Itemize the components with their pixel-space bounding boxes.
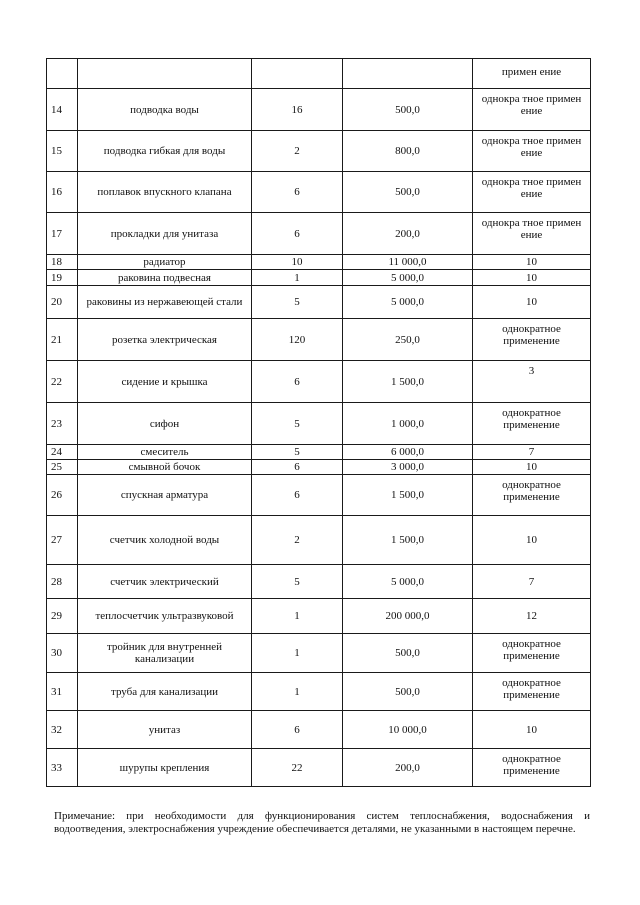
item-price: 1 500,0 [343, 475, 473, 516]
table-row [47, 565, 591, 599]
item-name: раковины из нержавеющей стали [78, 286, 252, 319]
item-usage-term: однокра тное примен ение [473, 172, 591, 213]
row-number: 21 [47, 319, 78, 361]
item-name: подводка воды [78, 89, 252, 131]
table-row [47, 286, 591, 319]
item-usage-term: 10 [473, 286, 591, 319]
item-quantity: 1 [252, 599, 343, 634]
item-quantity: 16 [252, 89, 343, 131]
item-usage-term: примен ение [473, 59, 591, 89]
items-table-body [47, 59, 591, 787]
item-name: шурупы крепления [78, 749, 252, 787]
item-quantity: 10 [252, 255, 343, 270]
row-number: 24 [47, 445, 78, 460]
row-number: 16 [47, 172, 78, 213]
item-usage-term: однокра тное примен ение [473, 131, 591, 172]
row-number: 19 [47, 270, 78, 286]
items-table [46, 58, 591, 787]
item-name: теплосчетчик ультразвуковой [78, 599, 252, 634]
row-number: 33 [47, 749, 78, 787]
item-usage-term: 10 [473, 516, 591, 565]
table-row [47, 270, 591, 286]
item-quantity: 6 [252, 711, 343, 749]
item-price: 200,0 [343, 213, 473, 255]
table-row [47, 475, 591, 516]
table-row [47, 319, 591, 361]
item-name: спускная арматура [78, 475, 252, 516]
table-row [47, 131, 591, 172]
table-row [47, 361, 591, 403]
item-quantity: 120 [252, 319, 343, 361]
item-usage-term: однократное применение [473, 673, 591, 711]
row-number: 23 [47, 403, 78, 445]
row-number: 26 [47, 475, 78, 516]
item-quantity: 6 [252, 475, 343, 516]
item-name: сидение и крышка [78, 361, 252, 403]
item-price: 11 000,0 [343, 255, 473, 270]
table-row [47, 460, 591, 475]
item-quantity [252, 59, 343, 89]
table-row [47, 445, 591, 460]
row-number: 14 [47, 89, 78, 131]
table-row [47, 172, 591, 213]
item-quantity: 5 [252, 445, 343, 460]
item-quantity: 6 [252, 460, 343, 475]
item-name: труба для канализации [78, 673, 252, 711]
item-usage-term: 7 [473, 565, 591, 599]
row-number: 17 [47, 213, 78, 255]
item-price: 5 000,0 [343, 286, 473, 319]
table-row [47, 599, 591, 634]
item-price: 6 000,0 [343, 445, 473, 460]
table-row [47, 634, 591, 673]
row-number: 22 [47, 361, 78, 403]
item-usage-term: 10 [473, 711, 591, 749]
table-row [47, 89, 591, 131]
item-price: 5 000,0 [343, 270, 473, 286]
item-name: сифон [78, 403, 252, 445]
table-row [47, 749, 591, 787]
row-number: 15 [47, 131, 78, 172]
item-usage-term: однократное применение [473, 319, 591, 361]
item-usage-term: однокра тное примен ение [473, 213, 591, 255]
item-usage-term: однократное применение [473, 403, 591, 445]
footnote: Примечание: при необходимости для функционирования систем теплоснабжения, водоснабжения и водоотведения, электроснабжения учреждение обеспечивается деталями, не указанными в настоящем перечне. [54, 810, 590, 835]
item-quantity: 2 [252, 131, 343, 172]
item-usage-term: 10 [473, 270, 591, 286]
item-quantity: 6 [252, 172, 343, 213]
item-name: подводка гибкая для воды [78, 131, 252, 172]
item-quantity: 5 [252, 286, 343, 319]
item-price: 1 500,0 [343, 516, 473, 565]
item-usage-term: 12 [473, 599, 591, 634]
item-usage-term: однократное применение [473, 634, 591, 673]
row-number: 32 [47, 711, 78, 749]
item-quantity: 5 [252, 403, 343, 445]
row-number: 31 [47, 673, 78, 711]
item-quantity: 6 [252, 213, 343, 255]
item-name: смеситель [78, 445, 252, 460]
item-quantity: 1 [252, 673, 343, 711]
item-usage-term: 7 [473, 445, 591, 460]
row-number: 25 [47, 460, 78, 475]
row-number: 20 [47, 286, 78, 319]
item-name: смывной бочок [78, 460, 252, 475]
item-usage-term: однокра тное примен ение [473, 89, 591, 131]
row-number: 27 [47, 516, 78, 565]
item-name: счетчик холодной воды [78, 516, 252, 565]
table-row [47, 403, 591, 445]
item-name: прокладки для унитаза [78, 213, 252, 255]
item-quantity: 1 [252, 270, 343, 286]
item-price: 3 000,0 [343, 460, 473, 475]
table-row [47, 711, 591, 749]
item-usage-term: 3 [473, 361, 591, 403]
item-price: 250,0 [343, 319, 473, 361]
item-quantity: 2 [252, 516, 343, 565]
table-row [47, 255, 591, 270]
item-name: унитаз [78, 711, 252, 749]
table-row [47, 59, 591, 89]
item-usage-term: однократное применение [473, 475, 591, 516]
item-quantity: 5 [252, 565, 343, 599]
item-name: розетка электрическая [78, 319, 252, 361]
row-number: 18 [47, 255, 78, 270]
item-quantity: 1 [252, 634, 343, 673]
item-name: поплавок впускного клапана [78, 172, 252, 213]
item-usage-term: 10 [473, 255, 591, 270]
item-name: раковина подвесная [78, 270, 252, 286]
item-price: 500,0 [343, 172, 473, 213]
table-row [47, 213, 591, 255]
item-price: 800,0 [343, 131, 473, 172]
item-name [78, 59, 252, 89]
item-price: 10 000,0 [343, 711, 473, 749]
item-price [343, 59, 473, 89]
item-price: 1 500,0 [343, 361, 473, 403]
row-number: 29 [47, 599, 78, 634]
row-number: 28 [47, 565, 78, 599]
item-price: 500,0 [343, 673, 473, 711]
item-name: радиатор [78, 255, 252, 270]
item-quantity: 6 [252, 361, 343, 403]
item-price: 500,0 [343, 634, 473, 673]
table-row [47, 673, 591, 711]
item-usage-term: 10 [473, 460, 591, 475]
item-price: 5 000,0 [343, 565, 473, 599]
table-row [47, 516, 591, 565]
item-price: 200 000,0 [343, 599, 473, 634]
row-number [47, 59, 78, 89]
item-price: 200,0 [343, 749, 473, 787]
row-number: 30 [47, 634, 78, 673]
item-price: 500,0 [343, 89, 473, 131]
item-price: 1 000,0 [343, 403, 473, 445]
item-name: счетчик электрический [78, 565, 252, 599]
item-name: тройник для внутренней канализации [78, 634, 252, 673]
item-usage-term: однократное применение [473, 749, 591, 787]
item-quantity: 22 [252, 749, 343, 787]
